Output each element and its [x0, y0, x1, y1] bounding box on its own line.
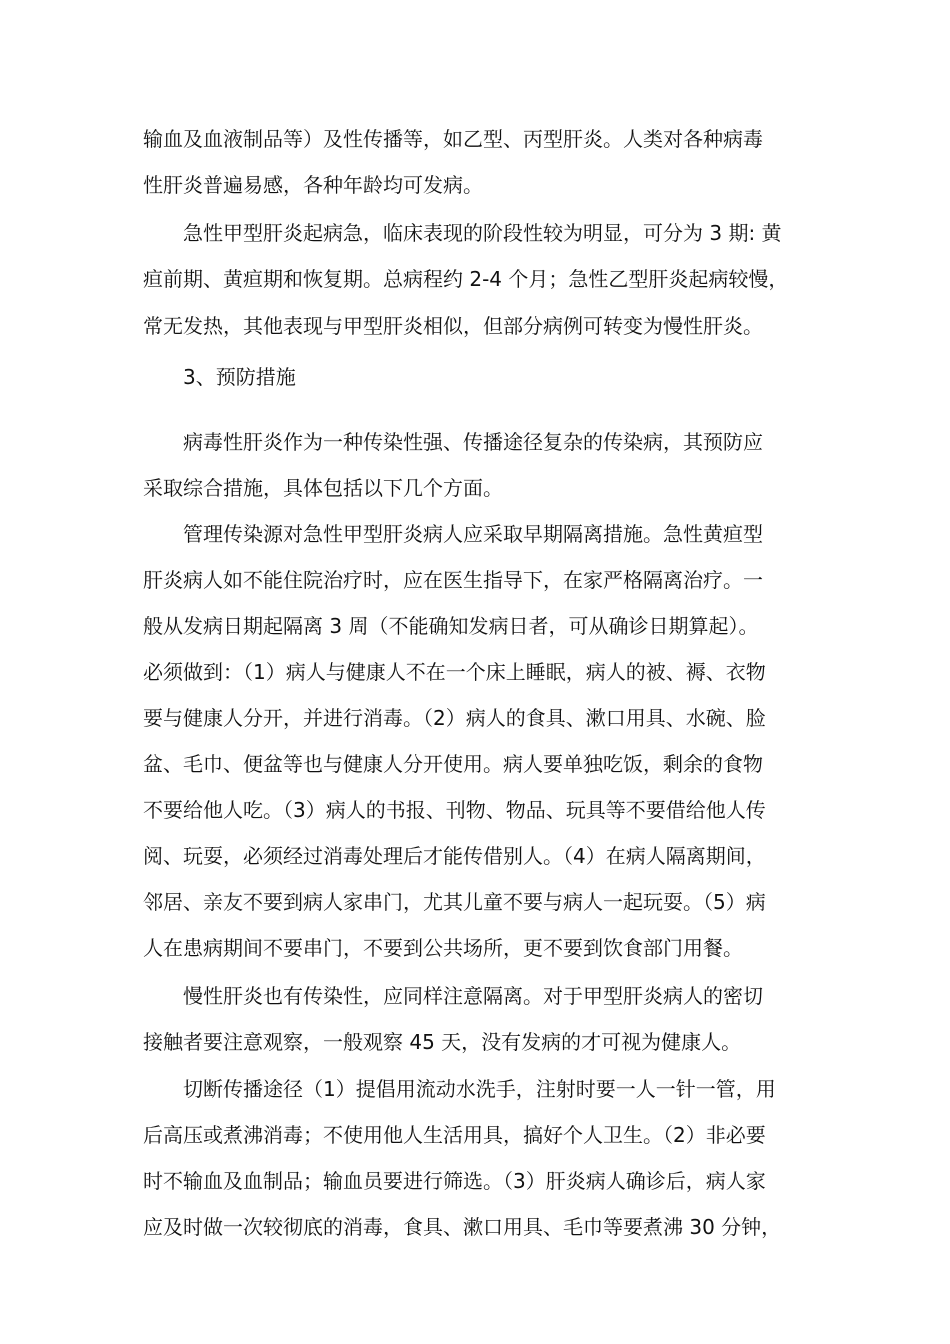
- text-line: [0, 472, 950, 504]
- text-line-content: 性肝炎普遍易感，各种年龄均可发病。: [143, 173, 483, 197]
- text-line-content: 应及时做一次较彻底的消毒，食具、漱口用具、毛巾等要煮沸 30 分钟，: [143, 1215, 782, 1239]
- text-line: [0, 123, 950, 155]
- text-line-content: 肝炎病人如不能住院治疗时，应在医生指导下，在家严格隔离治疗。一: [143, 568, 763, 592]
- text-line: [0, 656, 950, 688]
- text-line: [0, 1073, 950, 1105]
- text-line-content: 要与健康人分开，并进行消毒。（2）病人的食具、漱口用具、水碗、脸: [143, 706, 766, 730]
- text-line: [0, 1026, 950, 1058]
- text-line: [0, 310, 950, 342]
- text-line: [0, 932, 950, 964]
- text-line-content: 病毒性肝炎作为一种传染性强、传播途径复杂的传染病，其预防应: [183, 430, 763, 454]
- text-line-content: 盆、毛巾、便盆等也与健康人分开使用。病人要单独吃饭，剩余的食物: [143, 752, 763, 776]
- section-heading: [0, 361, 950, 393]
- text-line-content: 必须做到：（1）病人与健康人不在一个床上睡眠，病人的被、褥、衣物: [143, 660, 766, 684]
- text-line-content: 疸前期、黄疸期和恢复期。总病程约 2-4 个月；急性乙型肝炎起病较慢，: [143, 267, 789, 291]
- text-line: [0, 1165, 950, 1197]
- text-line-content: 邻居、亲友不要到病人家串门，尤其儿童不要与病人一起玩耍。（5）病: [143, 890, 766, 914]
- text-line: [0, 980, 950, 1012]
- text-line-content: 采取综合措施，具体包括以下几个方面。: [143, 476, 503, 500]
- text-line: [0, 217, 950, 249]
- text-line-content: 慢性肝炎也有传染性，应同样注意隔离。对于甲型肝炎病人的密切: [183, 984, 763, 1008]
- text-line-content: 时不输血及血制品；输血员要进行筛选。（3）肝炎病人确诊后，病人家: [143, 1169, 766, 1193]
- text-line: [0, 169, 950, 201]
- text-line-content: 阅、玩耍，必须经过消毒处理后才能传借别人。（4）在病人隔离期间，: [143, 844, 766, 868]
- text-line: [0, 748, 950, 780]
- text-line: [0, 840, 950, 872]
- text-line: [0, 518, 950, 550]
- text-line-content: 急性甲型肝炎起病急，临床表现的阶段性较为明显，可分为 3 期: 黄: [183, 221, 782, 245]
- text-line-content: 接触者要注意观察，一般观察 45 天，没有发病的才可视为健康人。: [143, 1030, 742, 1054]
- text-line-content: 常无发热，其他表现与甲型肝炎相似，但部分病例可转变为慢性肝炎。: [143, 314, 763, 338]
- text-line-content: 管理传染源对急性甲型肝炎病人应采取早期隔离措施。急性黄疸型: [183, 522, 763, 546]
- text-line-content: 般从发病日期起隔离 3 周（不能确知发病日者，可从确诊日期算起）。: [143, 614, 759, 638]
- text-line-content: 不要给他人吃。（3）病人的书报、刊物、物品、玩具等不要借给他人传: [143, 798, 766, 822]
- text-line: [0, 886, 950, 918]
- text-line: [0, 610, 950, 642]
- text-line-content: 人在患病期间不要串门，不要到公共场所，更不要到饮食部门用餐。: [143, 936, 743, 960]
- text-line: [0, 263, 950, 295]
- text-line: [0, 702, 950, 734]
- text-line-content: 切断传播途径（1）提倡用流动水洗手，注射时要一人一针一管，用: [183, 1077, 776, 1101]
- text-line: [0, 1211, 950, 1243]
- text-line-content: 后高压或煮沸消毒；不使用他人生活用具，搞好个人卫生。（2）非必要: [143, 1123, 766, 1147]
- text-line: [0, 794, 950, 826]
- text-line: [0, 1119, 950, 1151]
- section-heading-text: 3、预防措施: [183, 365, 296, 389]
- text-line: [0, 564, 950, 596]
- text-line: [0, 426, 950, 458]
- text-line-content: 输血及血液制品等）及性传播等，如乙型、丙型肝炎。人类对各种病毒: [143, 127, 763, 151]
